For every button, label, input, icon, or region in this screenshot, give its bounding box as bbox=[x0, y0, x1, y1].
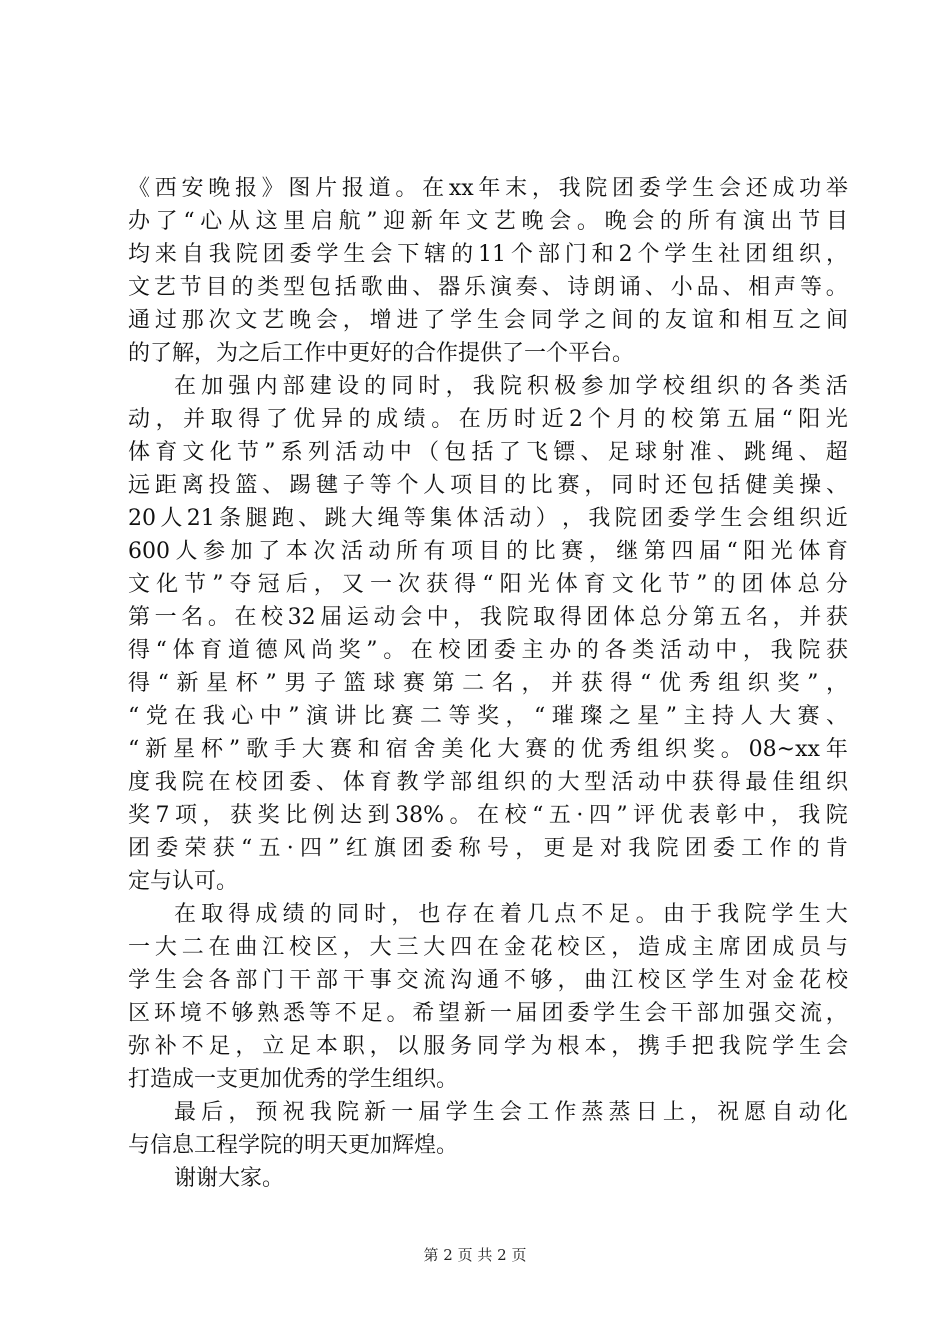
text-line: 600 人 参 加 了 本 次 活 动 所 有 项 目 的 比 赛 ， 继 第 四 届 “ 阳 光 体 育 bbox=[128, 539, 848, 564]
text-line: 团 委 荣 获 “ 五 · 四 ” 红 旗 团 委 称 号 ， 更 是 对 我 院 团 委 工 作 的 肯 bbox=[128, 836, 848, 861]
text-line: 定与认可。 bbox=[128, 869, 239, 894]
text-line: 在 取 得 成 绩 的 同 时 ， 也 存 在 着 几 点 不 足 。 由 于 我 院 学 生 大 bbox=[174, 902, 848, 927]
text-line: 文 艺 节 目 的 类 型 包 括 歌 曲 、 器 乐 演 奏 、 诗 朗 诵 、 小 品 、 相 声 等 。 bbox=[128, 275, 848, 300]
text-line: 最 后 ， 预 祝 我 院 新 一 届 学 生 会 工 作 蒸 蒸 日 上 ， 祝 愿 自 动 化 bbox=[174, 1100, 848, 1125]
text-line: 在 加 强 内 部 建 设 的 同 时 ， 我 院 积 极 参 加 学 校 组 织 的 各 类 活 bbox=[174, 374, 848, 399]
text-line: 得 “ 新 星 杯 ” 男 子 篮 球 赛 第 二 名 ， 并 获 得 “ 优 秀 组 织 奖 ” ， bbox=[128, 671, 848, 696]
page-footer: 第 2 页 共 2 页 bbox=[423, 1246, 527, 1264]
text-line: 得 “ 体 育 道 德 风 尚 奖 ” 。 在 校 团 委 主 办 的 各 类 活 动 中 ， 我 院 获 bbox=[128, 638, 848, 663]
text-line: 打造成一支更加优秀的学生组织。 bbox=[128, 1067, 459, 1092]
text-line: 体 育 文 化 节 ” 系 列 活 动 中 （ 包 括 了 飞 镖 、 足 球 射 准 、 跳 绳 、 超 bbox=[128, 440, 848, 465]
text-line: 办 了 “ 心 从 这 里 启 航 ” 迎 新 年 文 艺 晚 会 。 晚 会 的 所 有 演 出 节 目 bbox=[128, 209, 848, 234]
text-line: 一 大 二 在 曲 江 校 区 ， 大 三 大 四 在 金 花 校 区 ， 造 成 主 席 团 成 员 与 bbox=[128, 935, 848, 960]
document-body bbox=[128, 172, 848, 1195]
text-line: 弥 补 不 足 ， 立 足 本 职 ， 以 服 务 同 学 为 根 本 ， 携 手 把 我 院 学 生 会 bbox=[128, 1034, 848, 1059]
text-line: 均 来 自 我 院 团 委 学 生 会 下 辖 的 11 个 部 门 和 2 个 学 生 社 团 组 织 ， bbox=[128, 242, 848, 267]
text-line: 的了解，为之后工作中更好的合作提供了一个平台。 bbox=[128, 341, 635, 366]
text-line: 奖 7 项 ， 获 奖 比 例 达 到 38% 。 在 校 “ 五 · 四 ” 评 优 表 彰 中 ， 我 院 bbox=[128, 803, 848, 828]
text-line: 动 ， 并 取 得 了 优 异 的 成 绩 。 在 历 时 近 2 个 月 的 校 第 五 届 “ 阳 光 bbox=[128, 407, 848, 432]
text-line: 远 距 离 投 篮 、 踢 毽 子 等 个 人 项 目 的 比 赛 ， 同 时 还 包 括 健 美 操 、 bbox=[128, 473, 848, 498]
text-line: 《 西 安 晚 报 》 图 片 报 道 。 在 xx 年 末 ， 我 院 团 委 学 生 会 还 成 功 举 bbox=[128, 176, 848, 201]
text-line: 谢谢大家。 bbox=[174, 1166, 285, 1191]
text-line: “ 新 星 杯 ” 歌 手 大 赛 和 宿 舍 美 化 大 赛 的 优 秀 组 织 奖 。 08~xx 年 bbox=[128, 737, 848, 762]
text-line: 20 人 21 条 腿 跑 、 跳 大 绳 等 集 体 活 动 ） ， 我 院 团 委 学 生 会 组 织 近 bbox=[128, 506, 848, 531]
text-line: 区 环 境 不 够 熟 悉 等 不 足 。 希 望 新 一 届 团 委 学 生 会 干 部 加 强 交 流 ， bbox=[128, 1001, 848, 1026]
text-line: “ 党 在 我 心 中 ” 演 讲 比 赛 二 等 奖 ， “ 璀 璨 之 星 ” 主 持 人 大 赛 、 bbox=[128, 704, 848, 729]
text-line: 度 我 院 在 校 团 委 、 体 育 教 学 部 组 织 的 大 型 活 动 中 获 得 最 佳 组 织 bbox=[128, 770, 848, 795]
text-line: 与信息工程学院的明天更加辉煌。 bbox=[128, 1133, 459, 1158]
text-line: 第 一 名 。 在 校 32 届 运 动 会 中 ， 我 院 取 得 团 体 总 分 第 五 名 ， 并 获 bbox=[128, 605, 848, 630]
text-line: 文 化 节 ” 夺 冠 后 ， 又 一 次 获 得 “ 阳 光 体 育 文 化 节 ” 的 团 体 总 分 bbox=[128, 572, 848, 597]
text-line: 学 生 会 各 部 门 干 部 干 事 交 流 沟 通 不 够 ， 曲 江 校 区 学 生 对 金 花 校 bbox=[128, 968, 848, 993]
text-line: 通 过 那 次 文 艺 晚 会 ， 增 进 了 学 生 会 同 学 之 间 的 友 谊 和 相 互 之 间 bbox=[128, 308, 848, 333]
